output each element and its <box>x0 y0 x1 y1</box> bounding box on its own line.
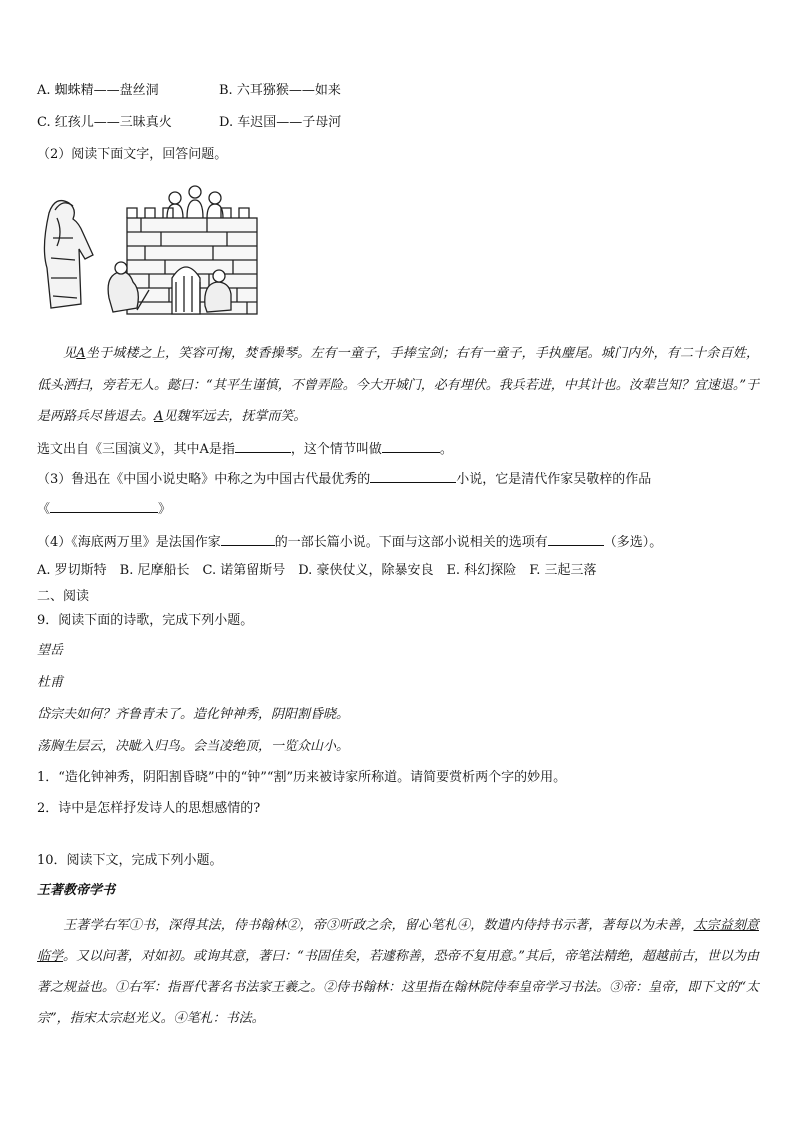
q2-prompt: （2）阅读下面文字，回答问题。 <box>37 147 228 162</box>
answer-blank[interactable] <box>235 438 291 453</box>
q10-title: 王著教帝学书 <box>37 883 116 898</box>
q9-prompt: 9．阅读下面的诗歌，完成下列小题。 <box>37 613 254 628</box>
passage-text: 坐于城楼之上，笑容可掬，焚香操琴。左有一童子，手捧宝剑；右有一童子，手执麈尾。城门内外，有二十余百姓，低头洒扫，旁若无人。懿曰：“其平生谨慎，不曾弄险。今大开城门，必有埋伏。我兵若进，中其计也。汝辈岂知？宜速退。”于是两路兵尽皆退去。 <box>37 346 759 424</box>
q4-line1 <box>37 531 662 552</box>
q3-line1 <box>37 468 651 489</box>
q3-text: 小说，它是清代作家吴敬梓的作品 <box>456 472 652 487</box>
q2-question-text: 。 <box>439 442 453 457</box>
q3-text: 《 <box>37 502 51 517</box>
passage-text: 见魏军远去，抚掌而笑。 <box>163 409 307 424</box>
poem-title: 望岳 <box>37 643 64 658</box>
option-d: D. 车迟国——子母河 <box>219 115 342 130</box>
q3-text: （3）鲁迅在《中国小说史略》中称之为中国古代最优秀的 <box>37 472 371 487</box>
answer-blank[interactable] <box>50 498 158 513</box>
q2-passage <box>37 338 759 433</box>
q4-text: （多选）。 <box>603 535 663 550</box>
option-row-2 <box>37 114 341 132</box>
section-heading: 二、阅读 <box>37 589 90 604</box>
q10-passage <box>37 910 759 1034</box>
answer-blank[interactable] <box>370 468 456 483</box>
passage-text: 见 <box>63 346 77 361</box>
q2-question-text: 选文出自《三国演义》，其中A是指 <box>37 442 235 457</box>
city-wall-illustration-icon <box>37 178 267 323</box>
option-c: C. 红孩儿——三昧真火 <box>37 115 172 130</box>
q4-options: A. 罗切斯特 B. 尼摩船长 C. 诺第留斯号 D. 豪侠仗义，除暴安良 E. 科幻探险 F. 三起三落 <box>37 563 597 578</box>
q9-sub2: 2．诗中是怎样抒发诗人的思想感情的? <box>37 801 261 816</box>
passage-a-marker: A <box>154 409 164 424</box>
q9-sub1: 1．“造化钟神秀，阴阳割昏晓”中的“钟”“割”历来被诗家所称道。请简要赏析两个字的妙用。 <box>37 770 567 785</box>
q3-text: 》 <box>158 502 172 517</box>
q4-text: 的一部长篇小说。下面与这部小说相关的选项有 <box>274 535 548 550</box>
q2-question <box>37 438 453 459</box>
q4-text: （4）《海底两万里》是法国作家 <box>37 535 221 550</box>
poem-author: 杜甫 <box>37 675 64 690</box>
poem-line: 岱宗夫如何？齐鲁青未了。造化钟神秀，阴阳割昏晓。 <box>37 707 350 722</box>
q3-line2 <box>37 498 171 519</box>
answer-blank[interactable] <box>382 438 440 453</box>
poem-line: 荡胸生层云，决眦入归鸟。会当凌绝顶，一览众山小。 <box>37 739 350 754</box>
passage-a-marker: A <box>76 346 86 361</box>
passage-text: 。又以问著，对如初。或询其意，著曰：“书固佳矣，若遽称善，恐帝不复用意。”其后，帝笔法精绝，超越前古，世以为由著之规益也。①右军：指晋代著名书法家王羲之。②侍书翰林：这里指在翰林院侍奉皇帝学习书法。③帝：皇帝，即下文的“太宗”，指宋太宗赵光义。④笔札：书法。 <box>37 949 759 1026</box>
option-b: B. 六耳猕猴——如来 <box>219 83 341 98</box>
answer-blank[interactable] <box>221 531 275 546</box>
answer-blank[interactable] <box>548 531 604 546</box>
underlined-sentence: 太宗益刻意临学 <box>37 918 759 964</box>
option-row-1 <box>37 82 341 100</box>
q10-prompt: 10．阅读下文，完成下列小题。 <box>37 853 223 868</box>
q2-question-text: ，这个情节叫做 <box>290 442 382 457</box>
passage-text: 王著学右军①书，深得其法，侍书翰林②，帝③听政之余，留心笔札④，数遣内侍持书示著，著每以为未善， <box>37 918 694 933</box>
option-a: A. 蜘蛛精——盘丝洞 <box>37 83 159 98</box>
